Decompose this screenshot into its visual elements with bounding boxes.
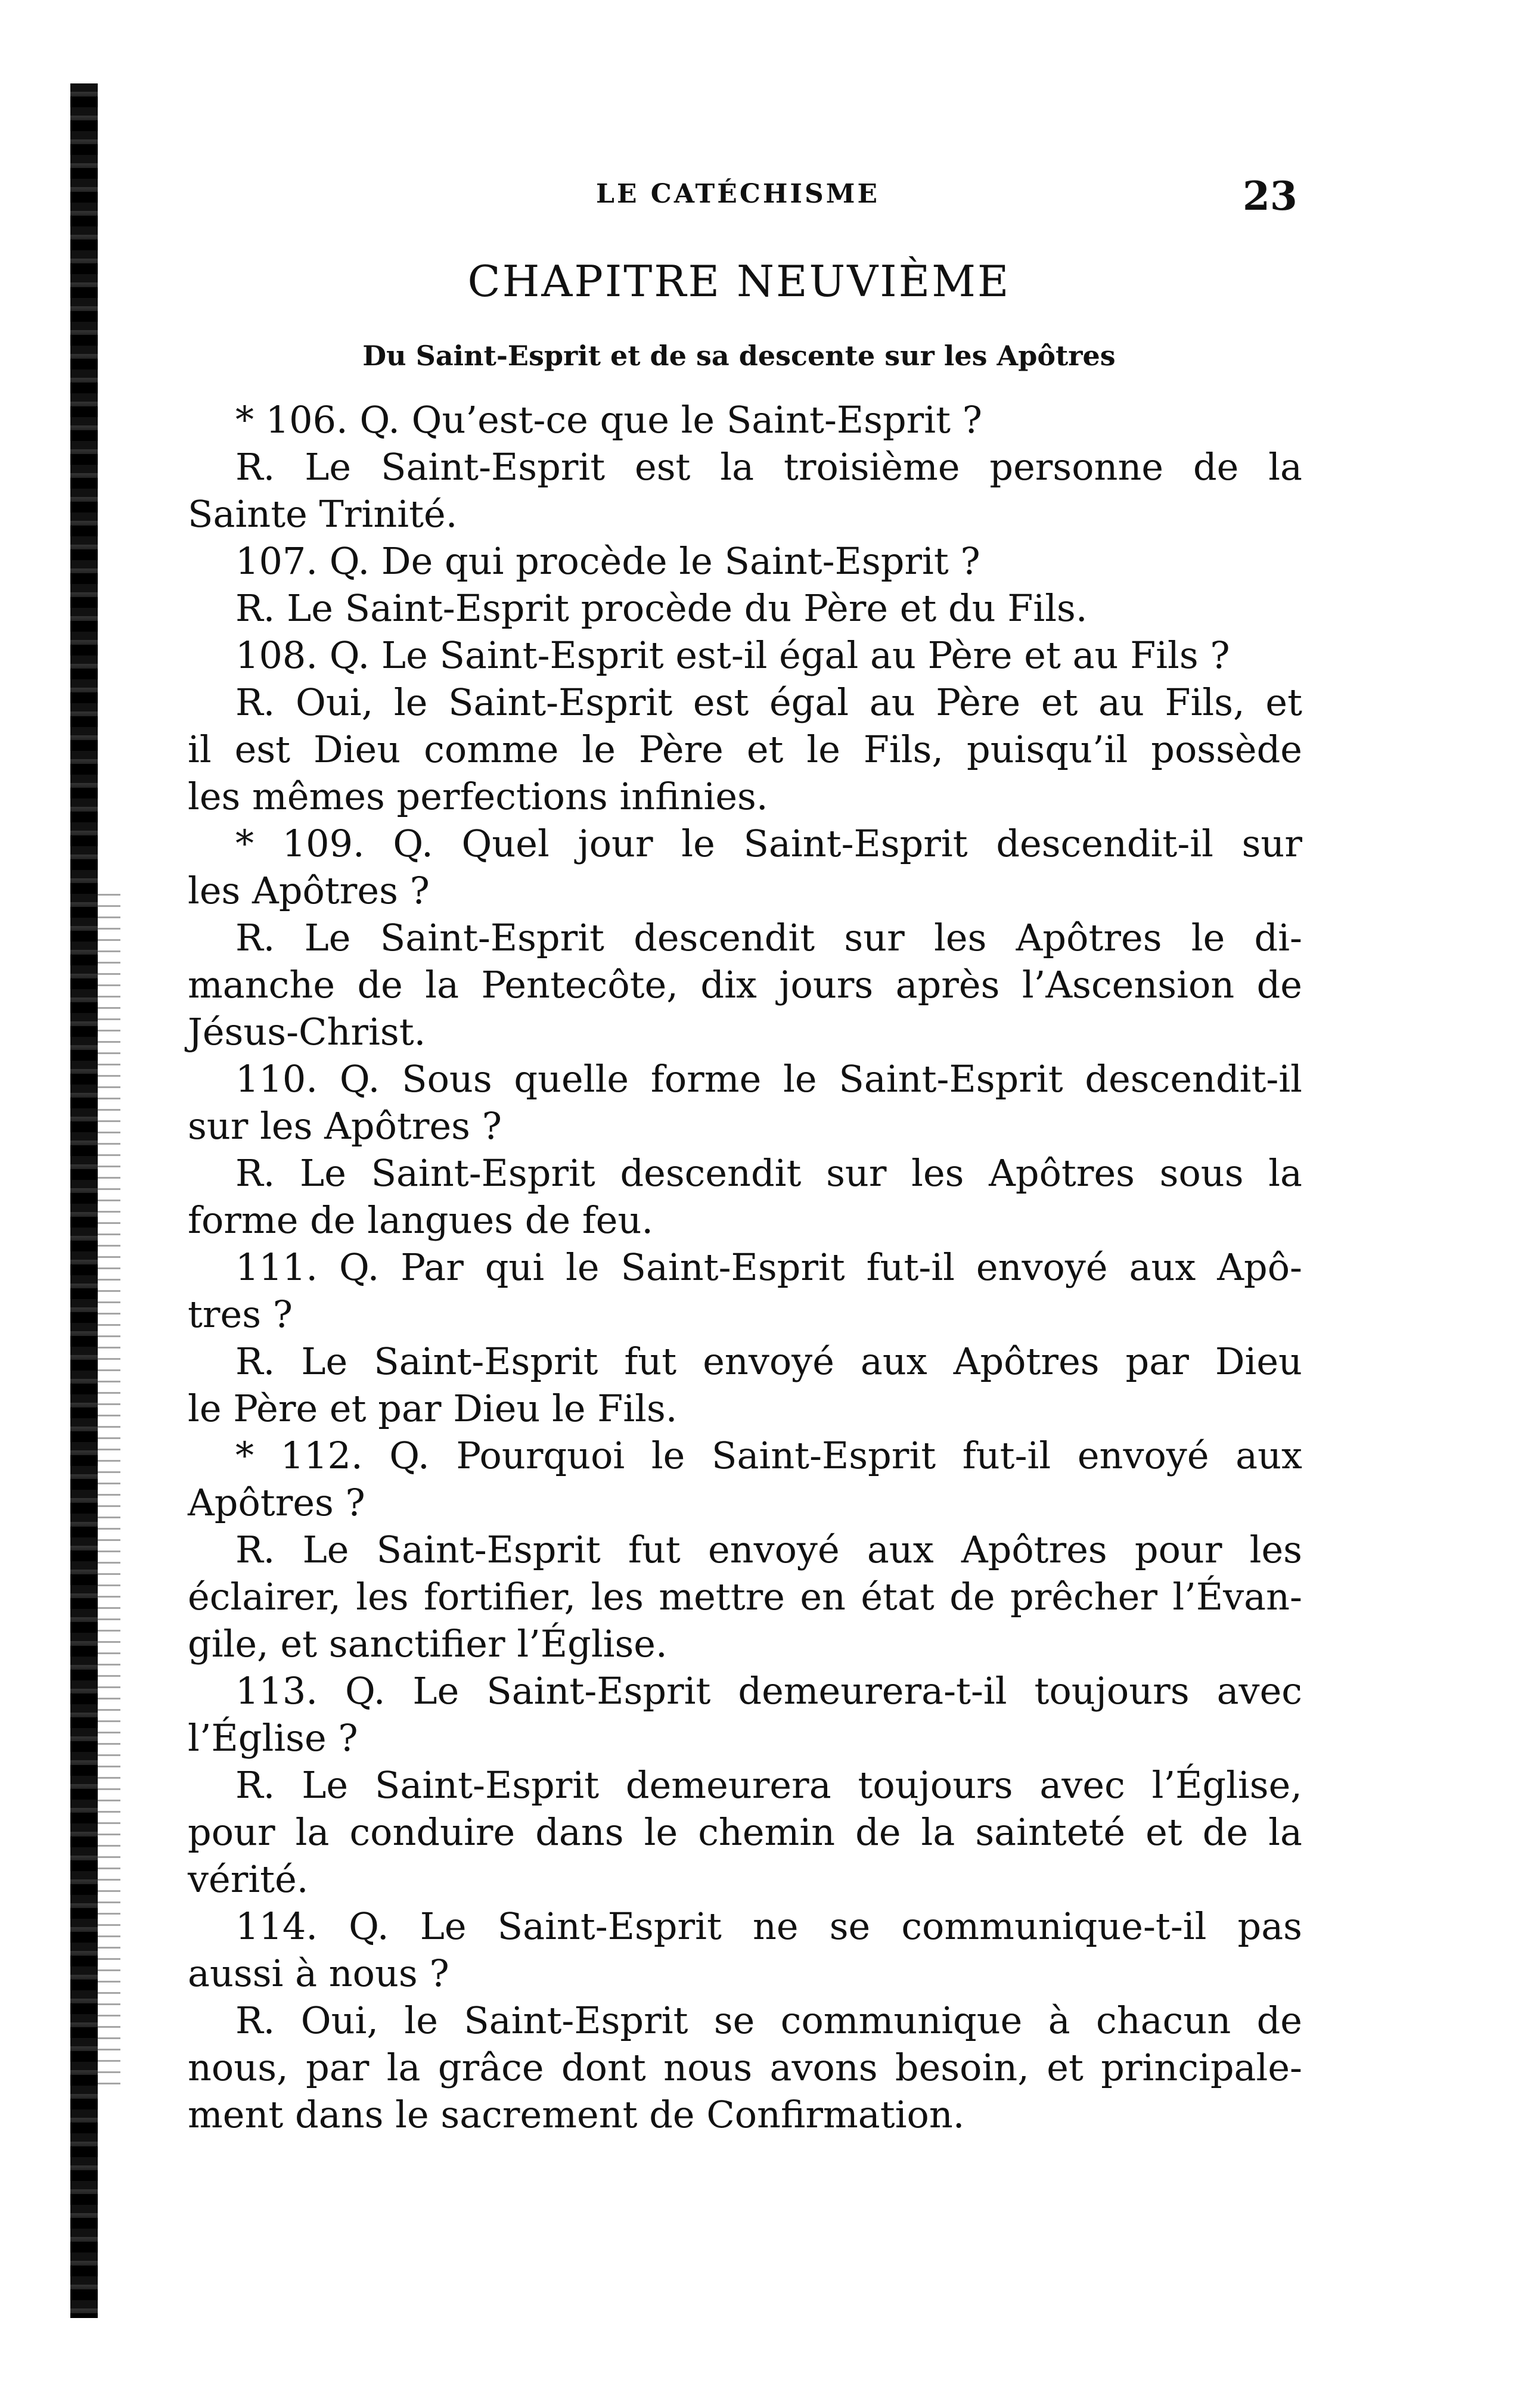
text-line: R. Le Saint-Esprit fut envoyé aux Apôtres pour les	[235, 1528, 1302, 1571]
page-number: 23	[1243, 173, 1297, 219]
binding-edge	[70, 83, 98, 2318]
text-line: sur les Apôtres ?	[188, 1104, 502, 1148]
text-line: les Apôtres ?	[188, 869, 430, 912]
qa-entry	[188, 1997, 1302, 2138]
text-line: R. Le Saint-Esprit descendit sur les Apôtres sous la	[235, 1151, 1302, 1195]
catechism-body	[188, 396, 1302, 2138]
text-line: R. Le Saint-Esprit procède du Père et du Fils.	[235, 586, 1088, 630]
qa-entry	[188, 914, 1302, 1055]
text-line: il est Dieu comme le Père et le Fils, puisqu’il possède	[188, 728, 1302, 771]
text-line: manche de la Pentecôte, dix jours après l’Ascension de	[188, 963, 1302, 1006]
text-line: aussi à nous ?	[188, 1952, 449, 1995]
text-line: R. Le Saint-Esprit descendit sur les Apôtres le di-	[235, 916, 1302, 959]
text-line: Apôtres ?	[188, 1481, 365, 1524]
qa-entry	[188, 1244, 1302, 1338]
qa-entry	[188, 443, 1302, 537]
qa-entry	[188, 1338, 1302, 1432]
text-line: * 109. Q. Quel jour le Saint-Esprit descendit-il sur	[235, 822, 1302, 865]
text-line: ment dans le sacrement de Confirmation.	[188, 2093, 965, 2136]
running-title: LE CATÉCHISME	[596, 179, 880, 209]
chapter-title: CHAPITRE NEUVIÈME	[467, 256, 1011, 306]
text-line: tres ?	[188, 1292, 293, 1336]
running-head	[0, 173, 1515, 220]
qa-entry	[188, 1761, 1302, 1903]
text-line: forme de langues de feu.	[188, 1198, 654, 1242]
qa-entry	[188, 1149, 1302, 1244]
qa-entry	[188, 585, 1302, 632]
qa-entry	[188, 537, 1302, 585]
text-line: gile, et sanctifier l’Église.	[188, 1622, 668, 1666]
text-line: R. Le Saint-Esprit demeurera toujours avec l’Église,	[235, 1763, 1302, 1807]
text-line: 107. Q. De qui procède le Saint-Esprit ?	[235, 539, 980, 583]
text-line: 113. Q. Le Saint-Esprit demeurera-t-il toujours avec	[235, 1669, 1302, 1713]
qa-entry	[188, 1903, 1302, 1997]
text-line: * 112. Q. Pourquoi le Saint-Esprit fut-il envoyé aux	[235, 1434, 1302, 1477]
qa-entry	[188, 679, 1302, 820]
text-line: pour la conduire dans le chemin de la sainteté et de la	[188, 1810, 1302, 1854]
text-line: R. Le Saint-Esprit est la troisième personne de la	[235, 445, 1302, 489]
text-line: l’Église ?	[188, 1716, 358, 1760]
text-line: * 106. Q. Qu’est-ce que le Saint-Esprit ?	[235, 398, 982, 442]
text-line: R. Le Saint-Esprit fut envoyé aux Apôtres par Dieu	[235, 1340, 1302, 1383]
text-line: Jésus-Christ.	[188, 1010, 426, 1054]
qa-entry	[188, 1526, 1302, 1667]
chapter-subtitle: Du Saint-Esprit et de sa descente sur les Apôtres	[362, 340, 1116, 372]
text-line: Sainte Trinité.	[188, 492, 458, 536]
text-line: le Père et par Dieu le Fils.	[188, 1387, 678, 1430]
qa-entry	[188, 1432, 1302, 1526]
qa-entry	[188, 632, 1302, 679]
text-line: R. Oui, le Saint-Esprit se communique à chacun de	[235, 1999, 1302, 2042]
scan-artifacts	[98, 894, 120, 2086]
text-line: éclairer, les fortifier, les mettre en état de prêcher l’Évan-	[188, 1575, 1302, 1618]
qa-entry	[188, 396, 1302, 443]
text-line: 108. Q. Le Saint-Esprit est-il égal au Père et au Fils ?	[235, 633, 1230, 677]
text-line: 111. Q. Par qui le Saint-Esprit fut-il envoyé aux Apô-	[235, 1245, 1302, 1289]
text-line: vérité.	[188, 1857, 309, 1901]
text-line: 110. Q. Sous quelle forme le Saint-Esprit descendit-il	[235, 1057, 1302, 1101]
text-line: les mêmes perfections infinies.	[188, 775, 768, 818]
text-line: nous, par la grâce dont nous avons besoin, et principale-	[188, 2046, 1302, 2089]
qa-entry	[188, 1055, 1302, 1149]
text-line: 114. Q. Le Saint-Esprit ne se communique-t-il pas	[235, 1904, 1302, 1948]
qa-entry	[188, 1667, 1302, 1761]
qa-entry	[188, 820, 1302, 914]
text-line: R. Oui, le Saint-Esprit est égal au Père et au Fils, et	[235, 681, 1302, 724]
